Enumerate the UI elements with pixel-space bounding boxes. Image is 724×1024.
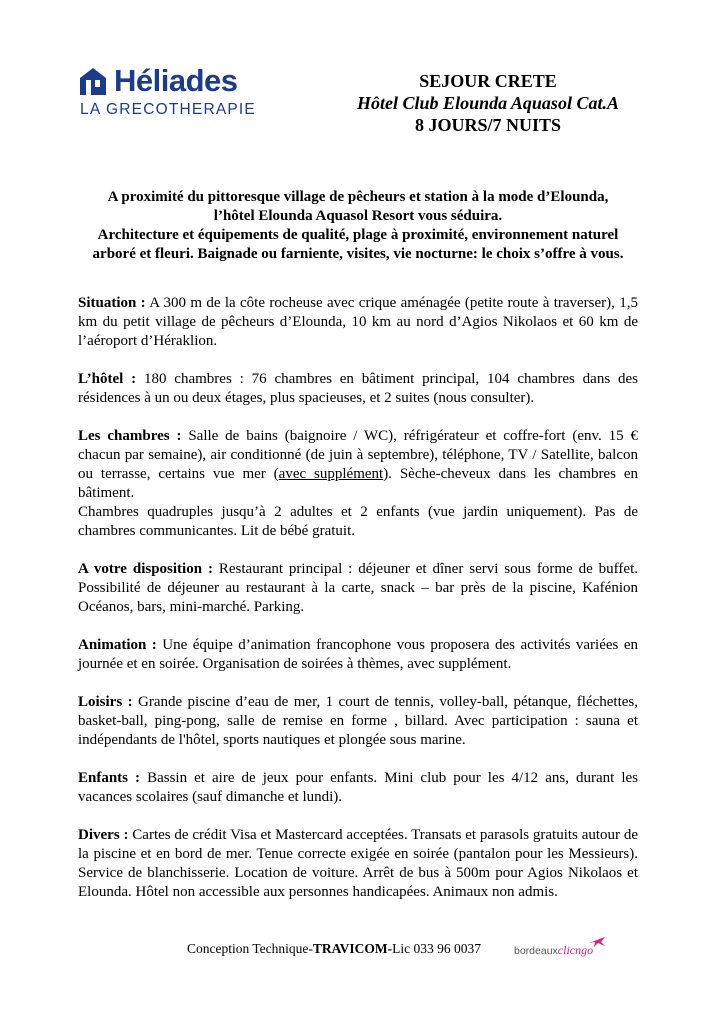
section-label: Enfants : [78, 770, 141, 786]
trip-title: SEJOUR CRETE [419, 71, 557, 91]
section-enfants [78, 769, 638, 807]
trip-header [340, 70, 636, 136]
section-chambres [78, 427, 638, 541]
section-label: A votre disposition : [78, 561, 213, 577]
intro-line-2: l’hôtel Elounda Aquasol Resort vous séduira. [213, 208, 503, 224]
footer-company: TRAVICOM- [312, 941, 393, 956]
section-label: Loisirs : [78, 694, 133, 710]
airplane-icon [588, 934, 606, 948]
section-label: Les chambres : [78, 428, 182, 444]
section-divers [78, 826, 638, 902]
heliades-logo [78, 62, 298, 122]
bordeaux-clicngo-logo [514, 932, 606, 962]
hotel-details [78, 294, 638, 921]
section-text: A 300 m de la côte rocheuse avec crique aménagée (petite route à traverser), 1,5 km du petit village de pêcheurs d’Elounda, 10 km au nord d’Agios Nikolaos et 60 km de l’aéroport d’Héraklion. [78, 295, 638, 349]
section-animation [78, 636, 638, 674]
badge-text-b: clicngo [557, 943, 594, 957]
section-label: L’hôtel : [78, 371, 137, 387]
section-label: Divers : [78, 827, 129, 843]
hotel-name: Hôtel Club Elounda Aquasol Cat.A [357, 93, 619, 113]
house-icon [78, 66, 108, 96]
section-text: Bassin et aire de jeux pour enfants. Mini club pour les 4/12 ans, durant les vacances scolaires (sauf dimanche et lundi). [78, 770, 639, 805]
section-text: ). Sèche-cheveux dans les chambres en bâtiment. [78, 466, 638, 501]
footer-credit [187, 940, 481, 958]
section-hotel [78, 370, 638, 408]
section-text: Restaurant principal : déjeuner et dîner servi sous forme de buffet. Possibilité de déjeuner au restaurant à la carte, snack – bar près de la piscine, Kafénion Océanos, bars, mini-marché. Parking. [78, 561, 638, 615]
section-label: Situation : [78, 295, 146, 311]
footer-license: Lic 033 96 0037 [392, 941, 482, 956]
section-situation [78, 294, 638, 351]
section-text: Chambres quadruples jusqu’à 2 adultes et 2 enfants (vue jardin uniquement). Pas de chambres communicantes. Lit de bébé gratuit. [78, 504, 638, 539]
section-text: 180 chambres : 76 chambres en bâtiment principal, 104 chambres dans des résidences à un ou deux étages, plus spacieuses, et 2 suites (nous consulter). [78, 371, 638, 406]
badge-text-a: bordeaux [514, 945, 558, 957]
section-text: Salle de bains (baignoire / WC), réfrigérateur et coffre-fort (env. 15 € chacun par semaine), air conditionné (de juin à septembre), téléphone, TV / Satellite, balcon ou terrasse, certains vue mer ( [78, 428, 638, 482]
logo-brand: Héliades [114, 63, 238, 98]
section-text: Grande piscine d’eau de mer, 1 court de tennis, volley-ball, pétanque, fléchettes, basket-ball, ping-pong, salle de remise en forme , billard. Avec participation : sauna et indépendants de l'hôtel, sports nautiques et plongée sous marine. [78, 694, 639, 748]
section-label: Animation : [78, 637, 157, 653]
intro-line-3: Architecture et équipements de qualité, plage à proximité, environnement naturel arboré et fleuri. Baignade ou farniente, visites, vie nocturne: le choix s’offre à vous. [92, 227, 624, 262]
intro-line-1: A proximité du pittoresque village de pêcheurs et station à la mode d’Elounda, [107, 189, 609, 205]
footer-prefix: Conception Technique- [187, 941, 313, 956]
section-loisirs [78, 693, 638, 750]
section-text: Cartes de crédit Visa et Mastercard acceptées. Transats et parasols gratuits autour de la piscine et en bord de mer. Tenue correcte exigée en soirée (pantalon pour les Messieurs). Service de blanchisserie. Location de voiture. Arrêt de bus à 500m pour Agios Nikolaos et Elounda. Hôtel non accessible aux personnes handicapées. Animaux non admis. [78, 827, 638, 900]
section-disposition [78, 560, 638, 617]
logo-tagline: LA GRECOTHERAPIE [80, 101, 256, 118]
intro-paragraph [78, 188, 638, 264]
section-text: Une équipe d’animation francophone vous proposera des activités variées en journée et en soirée. Organisation de soirées à thèmes, avec supplément. [78, 637, 638, 672]
supplement-note: avec supplément [278, 466, 384, 482]
trip-duration: 8 JOURS/7 NUITS [414, 115, 562, 135]
